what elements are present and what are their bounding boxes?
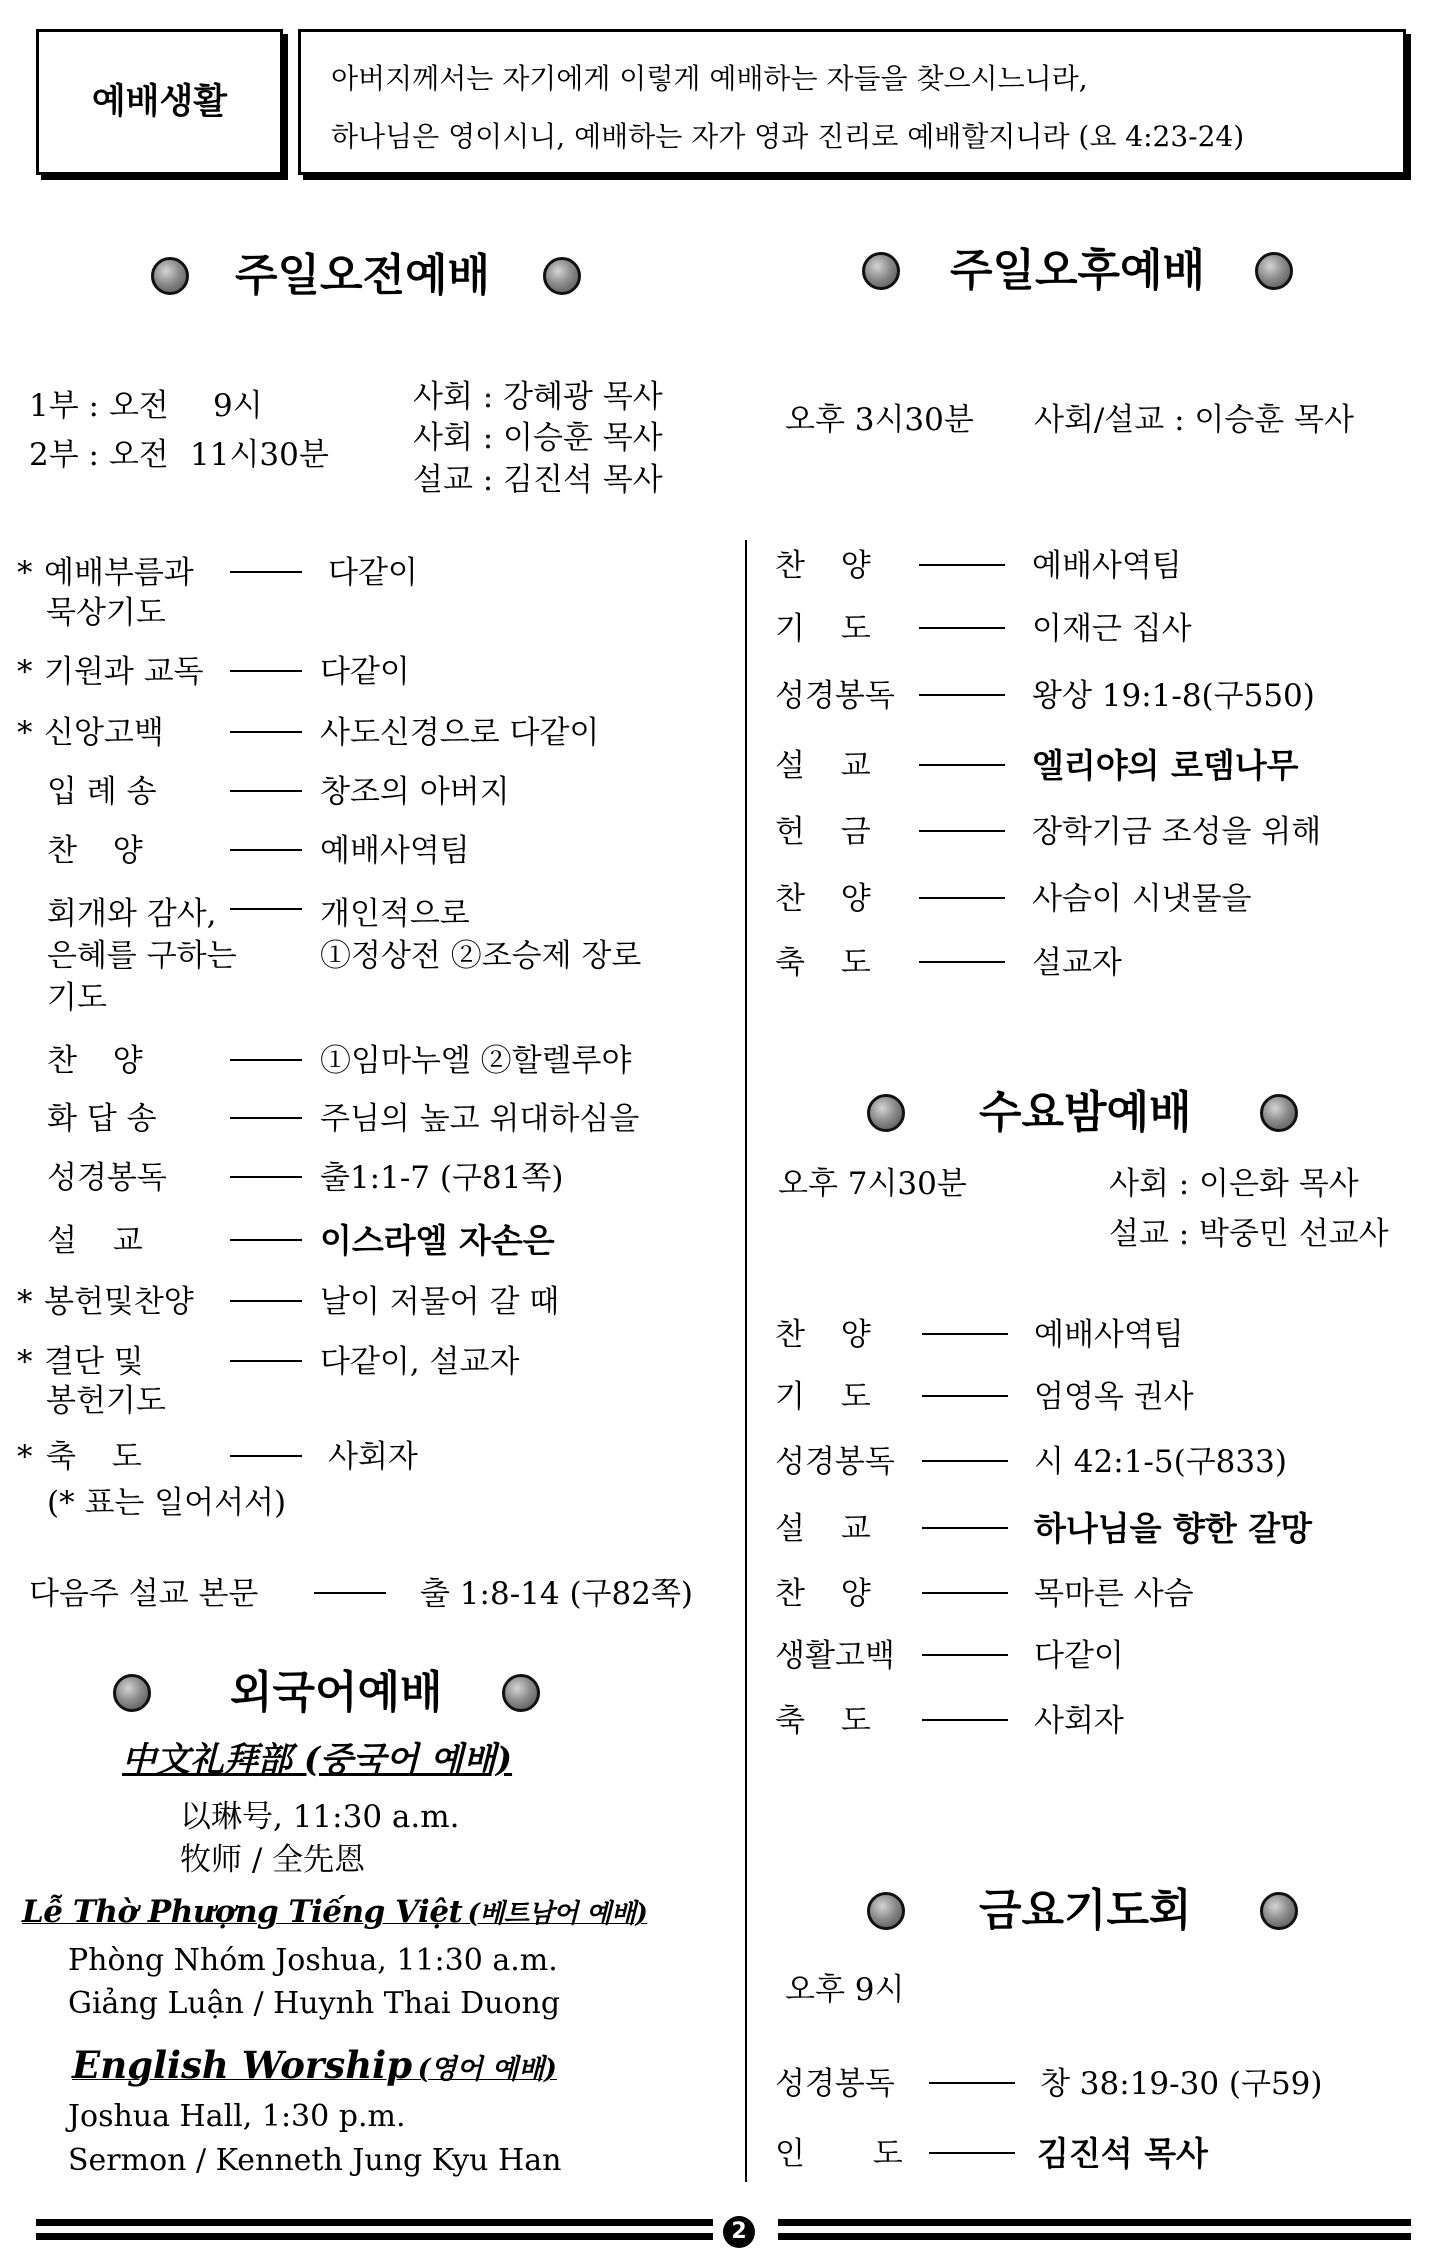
order-value: 예배사역팀 [1032,548,1182,584]
order-value: 다같이, 설교자 [320,1344,520,1380]
order-value: 목마른 사슴 [1034,1576,1194,1612]
bullet-circle-icon [151,257,189,295]
sermon-title: 이스라엘 자손은 [320,1221,555,1260]
order-value: 이재근 집사 [1032,611,1192,647]
dash-line [919,564,1005,566]
order-value: 시 42:1-5(구833) [1034,1444,1287,1480]
dash-line [929,2152,1015,2154]
order-value: 사회자 [328,1439,418,1475]
order-value: 사슴이 시냇물을 [1032,881,1252,917]
afternoon-time: 오후 3시30분 [785,402,974,438]
order-label: 헌 금 [775,814,871,850]
footer-rule [36,2233,713,2240]
order-value: 설교자 [1032,945,1122,981]
order-value: ①정상전 ②조승제 장로 [320,938,642,974]
scripture-line-1: 아버지께서는 자기에게 이렇게 예배하는 자들을 찾으시느니라, [331,62,1088,95]
order-label: 묵상기도 [46,595,166,631]
order-label: 찬 양 [47,833,143,869]
standing-marker: * [17,1344,33,1380]
order-label: 입 례 송 [47,774,157,810]
order-value: 장학기금 조성을 위해 [1032,814,1322,850]
order-value: 창 38:19-30 (구59) [1040,2066,1323,2102]
order-label: 생활고백 [775,1638,895,1674]
section-title-wednesday: 수요밤예배 [979,1087,1192,1138]
bullet-circle-icon [113,1674,151,1712]
leader-line: 사회 : 이은화 목사 [1109,1166,1359,1202]
order-value: 예배사역팀 [1034,1317,1184,1353]
dash-line [230,849,302,851]
footer-rule [778,2233,1411,2240]
order-label: 축 도 [775,945,871,981]
friday-time: 오후 9시 [785,1972,905,2008]
order-value: 다같이 [1034,1638,1124,1674]
order-label: 찬 양 [775,1317,871,1353]
order-label: 설 교 [47,1223,143,1259]
bullet-circle-icon [1255,252,1293,290]
order-label: 축 도 [46,1439,142,1475]
dash-line [314,1592,386,1594]
section-title-sunday-morning: 주일오전예배 [235,250,491,301]
english-service-line: Joshua Hall, 1:30 p.m. [68,2099,406,2134]
standing-marker: * [17,654,33,690]
order-label: 찬 양 [775,1576,871,1612]
english-heading-main: English Worship [72,2043,413,2087]
order-label: 인 도 [775,2136,903,2172]
english-service-line: Sermon / Kenneth Jung Kyu Han [68,2143,562,2178]
dash-line [230,1176,302,1178]
dash-line [919,830,1005,832]
dash-line [929,2082,1015,2084]
dash-line [922,1395,1008,1397]
order-label: 설 교 [775,1511,871,1547]
dash-line [230,1117,302,1119]
chinese-service-heading: 中文礼拜部 (중국어 예배) [122,1740,513,1780]
dash-line [230,731,302,733]
order-label: 기원과 교독 [44,654,204,690]
dash-line [922,1654,1008,1656]
order-value: 날이 저물어 갈 때 [320,1284,560,1320]
english-service-heading [72,2041,557,2097]
vietnamese-service-line: Giảng Luận / Huynh Thai Duong [68,1986,561,2021]
service-label: 1부 : 오전 [29,388,169,424]
service-time: 11시30분 [190,437,329,473]
order-label: 기 도 [775,611,871,647]
dash-line [919,627,1005,629]
wednesday-time: 오후 7시30분 [778,1166,967,1202]
standing-marker: * [17,555,33,591]
order-value: 창조의 아버지 [320,774,510,810]
standing-marker: * [17,1284,33,1320]
order-label: 설 교 [775,748,871,784]
order-label: 신앙고백 [44,715,164,751]
standing-note: (* 표는 일어서서) [47,1485,287,1521]
order-value: 사회자 [1034,1703,1124,1739]
bullet-circle-icon [867,1892,905,1930]
sermon-title: 엘리야의 로뎀나무 [1032,746,1299,785]
chinese-service-line: 以琳号, 11:30 a.m. [180,1799,460,1835]
bullet-circle-icon [862,252,900,290]
leader-line: 사회 : 강혜광 목사 [413,379,663,415]
order-label: 성경봉독 [775,2066,895,2102]
dash-line [230,908,302,910]
scripture-box [298,29,1406,175]
vietnamese-service-heading [22,1888,647,1941]
next-week-label: 다음주 설교 본문 [29,1576,259,1612]
dash-line [919,897,1005,899]
order-value: ①임마누엘 ②할렐루야 [320,1043,632,1079]
order-label: 봉헌기도 [46,1383,166,1419]
prayer-leader: 김진석 목사 [1037,2134,1208,2173]
standing-marker: * [17,1439,33,1475]
dash-line [230,790,302,792]
order-value: 개인적으로 [320,896,470,932]
order-label: 축 도 [775,1703,871,1739]
section-label: 예배생활 [91,82,228,122]
order-label: 봉헌및찬양 [44,1284,194,1320]
dash-line [230,1059,302,1061]
dash-line [922,1719,1008,1721]
order-label: 기도 [47,980,107,1016]
order-value: 주님의 높고 위대하심을 [320,1101,640,1137]
section-title-foreign: 외국어예배 [230,1667,443,1718]
order-label: 은혜를 구하는 [47,938,237,974]
order-label: 성경봉독 [775,1444,895,1480]
order-label: 성경봉독 [775,678,895,714]
dash-line [919,694,1005,696]
dash-line [230,571,302,573]
order-value: 예배사역팀 [320,833,470,869]
order-label: 찬 양 [47,1043,143,1079]
dash-line [230,1455,302,1457]
footer-rule [36,2219,713,2226]
order-value: 다같이 [328,555,418,591]
scripture-line-2: 하나님은 영이시니, 예배하는 자가 영과 진리로 예배할지니라 (요 4:23-24) [331,120,1245,153]
dash-line [922,1333,1008,1335]
dash-line [230,1239,302,1241]
dash-line [922,1460,1008,1462]
order-value: 사도신경으로 다같이 [320,715,600,751]
section-label-box [36,29,283,175]
dash-line [230,1300,302,1302]
next-week-value: 출 1:8-14 (구82쪽) [420,1576,693,1612]
leader-line: 설교 : 박중민 선교사 [1109,1216,1389,1252]
service-time: 9시 [213,388,263,424]
dash-line [919,961,1005,963]
chinese-service-line: 牧师 / 全先恩 [180,1842,366,1878]
vietnamese-service-line: Phòng Nhóm Joshua, 11:30 a.m. [68,1943,558,1978]
order-label: 화 답 송 [47,1101,157,1137]
order-label: 기 도 [775,1379,871,1415]
section-title-friday: 금요기도회 [979,1885,1192,1936]
order-label: 예배부름과 [44,555,194,591]
order-value: 출1:1-7 (구81쪽) [320,1160,564,1196]
order-label: 성경봉독 [47,1160,167,1196]
order-label: 결단 및 [44,1344,144,1380]
column-divider [745,540,747,2182]
dash-line [230,670,302,672]
service-label: 2부 : 오전 [29,437,169,473]
order-label: 찬 양 [775,548,871,584]
order-label: 회개와 감사, [47,896,217,932]
order-label: 찬 양 [775,881,871,917]
dash-line [230,1360,302,1362]
afternoon-leader: 사회/설교 : 이승훈 목사 [1034,402,1354,438]
leader-line: 설교 : 김진석 목사 [413,462,663,498]
vietnamese-heading-main: Lễ Thờ Phượng Tiếng Việt [22,1894,463,1930]
sermon-title: 하나님을 향한 갈망 [1034,1509,1313,1548]
vietnamese-heading-sub: (베트남어 예배) [467,1899,648,1929]
page-number-badge: 2 [723,2216,755,2248]
order-value: 엄영옥 권사 [1034,1379,1194,1415]
order-value: 다같이 [320,654,410,690]
bullet-circle-icon [502,1674,540,1712]
bullet-circle-icon [1260,1094,1298,1132]
leader-line: 사회 : 이승훈 목사 [413,420,663,456]
footer-rule [778,2219,1411,2226]
dash-line [919,764,1005,766]
dash-line [922,1592,1008,1594]
bullet-circle-icon [543,257,581,295]
bullet-circle-icon [1260,1892,1298,1930]
standing-marker: * [17,715,33,751]
bullet-circle-icon [867,1094,905,1132]
section-title-sunday-afternoon: 주일오후예배 [950,245,1206,296]
order-value: 왕상 19:1-8(구550) [1032,678,1315,714]
english-heading-sub: (영어 예배) [417,2054,557,2085]
dash-line [922,1527,1008,1529]
